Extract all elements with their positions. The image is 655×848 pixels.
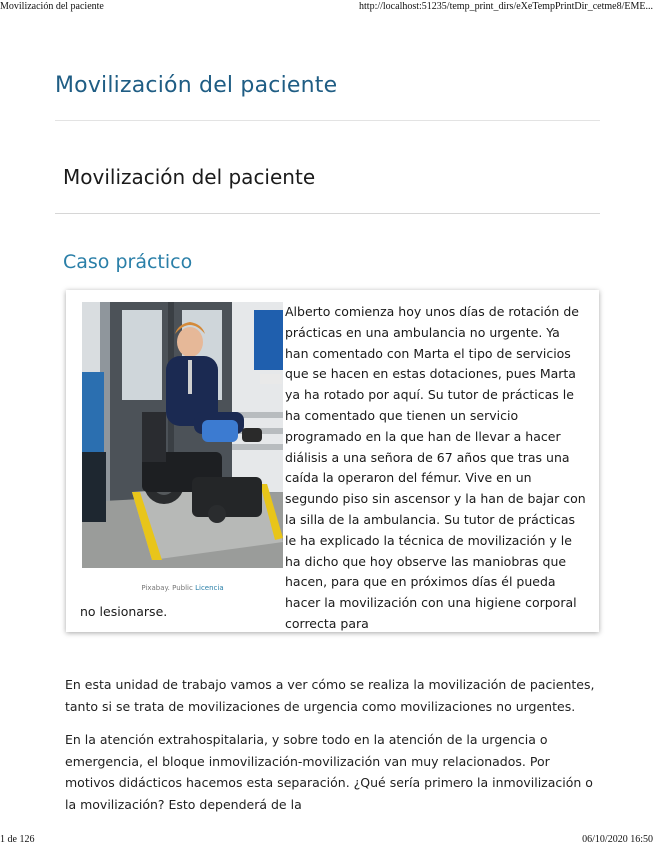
- page-title: Movilización del paciente: [55, 73, 338, 98]
- print-footer: [0, 834, 655, 848]
- case-study-box: [66, 290, 599, 632]
- case-study-body: comienza hoy unos días de rotación de prácticas en una ambulancia no urgente. Ya han comentado con Marta el tipo de servicios que se hacen en estas dotaciones, pues Marta ya ha rotado por aquí. Su tutor de prácticas le ha comentado que tienen un servicio programado en la que han de llevar a hacer diálisis a una señora de 67 años que tras una caída la operaron del fémur. Vive en un segundo piso sin ascensor y la han de bajar con la silla de la ambulancia. Su tutor de prácticas le ha explicado la técnica de movilización y le ha dicho que hoy observe las maniobras que hacen, para que en próximos días él pueda hacer la movilización con una higiene corporal correcta para: [285, 304, 586, 631]
- image-caption: [82, 584, 283, 592]
- section-title: Movilización del paciente: [63, 165, 316, 189]
- context-paragraph: En la atención extrahospitalaria, y sobre todo en la atención de la urgencia o emergencia, el bloque inmovilización-movilización van muy relacionados. Por motivos didácticos hacemos esta separación. ¿Qué sería primero la inmovilización o la movilización? Esto dependerá de la: [65, 732, 593, 812]
- title-divider: [55, 120, 600, 121]
- case-study-text: [285, 302, 587, 635]
- print-timestamp: 06/10/2020 16:50: [582, 834, 653, 845]
- print-header-title: Movilización del paciente: [0, 1, 104, 12]
- image-caption-text: Pixabay. Public: [141, 584, 193, 592]
- print-header-url: http://localhost:51235/temp_print_dirs/eXeTempPrintDir_cetme8/EME...: [359, 1, 653, 12]
- case-study-text-tail: no lesionarse.: [80, 604, 168, 619]
- print-header: [0, 0, 655, 14]
- intro-paragraph: En esta unidad de trabajo vamos a ver cómo se realiza la movilización de pacientes, tanto si se trata de movilizaciones de urgencia como movilizaciones no urgentes.: [65, 677, 595, 714]
- license-link[interactable]: Licencia: [195, 584, 224, 592]
- section-divider: [55, 213, 600, 214]
- case-study-name: Alberto: [285, 304, 331, 319]
- subsection-title-caso-practico: Caso práctico: [63, 251, 193, 273]
- page-counter: 1 de 126: [0, 834, 35, 845]
- wheelchair-train-photo: [82, 302, 283, 568]
